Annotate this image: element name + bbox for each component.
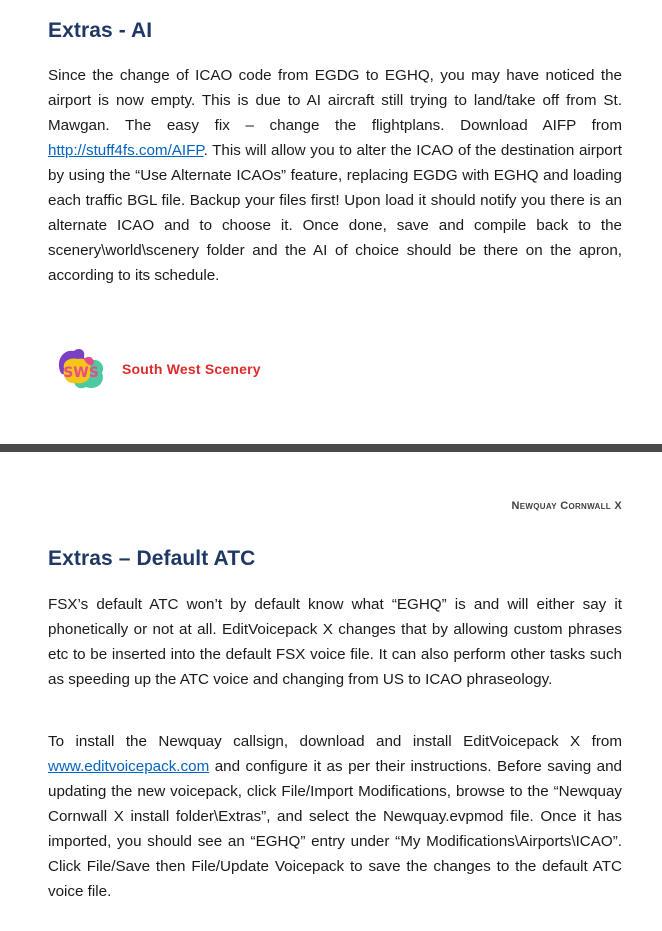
ai-paragraph (48, 63, 622, 288)
section-title-ai: Extras - AI (48, 19, 153, 42)
document-page-2 (0, 452, 662, 931)
ai-paragraph-text-end: . This will allow you to alter the ICAO of the destination airport by using the “Use Alternate ICAOs” feature, replacing EGDG with EGHQ and loading each traffic BGL file. Backup your files first! Upon load it should notify you there is an alternate ICAO and to choose it. Once done, save and compile back to the scenery\world\scenery folder and the AI of choice should be there on the apron, according to its schedule. (48, 142, 622, 284)
logo-mark-text: SWS (63, 365, 99, 381)
atc-paragraph-2-text-end: and configure it as per their instructions. Before saving and updating the new voicepack, click File/Import Modifications, browse to the “Newquay Cornwall X install folder\Extras”, and select the Newquay.evpmod file. Once it has imported, you should see an “EGHQ” entry under “My Modifications\Airports\ICAO”. Click File/Save then File/Update Voicepack to save the changes to the default ATC voice file. (48, 758, 622, 900)
sws-logo-icon (54, 345, 108, 393)
ai-paragraph-text-start: Since the change of ICAO code from EGDG to EGHQ, you may have noticed the airport is now empty. This is due to AI aircraft still trying to land/take off from St. Mawgan. The easy fix – change the flightplans. Download AIFP from (48, 67, 622, 134)
document-page-1 (0, 0, 662, 444)
editvoicepack-link[interactable]: www.editvoicepack.com (48, 758, 210, 775)
logo-brand-name: South West Scenery (122, 361, 261, 377)
atc-paragraph-2-text-start: To install the Newquay callsign, download and install EditVoicepack X from (48, 733, 622, 750)
atc-paragraph-1: FSX’s default ATC won’t by default know what “EGHQ” is and will either say it phonetically or not at all. EditVoicepack X changes that by allowing custom phrases etc to be inserted into the default FSX voice file. It can also perform other tasks such as speeding up the ATC voice and changing from US to ICAO phraseology. (48, 596, 622, 688)
south-west-scenery-logo (54, 345, 261, 393)
section-title-atc: Extras – Default ATC (48, 547, 256, 570)
aifp-link[interactable]: http://stuff4fs.com/AIFP (48, 142, 204, 159)
atc-paragraph-2 (48, 729, 622, 904)
page-divider (0, 444, 662, 452)
running-header: Newquay Cornwall X (511, 500, 622, 512)
